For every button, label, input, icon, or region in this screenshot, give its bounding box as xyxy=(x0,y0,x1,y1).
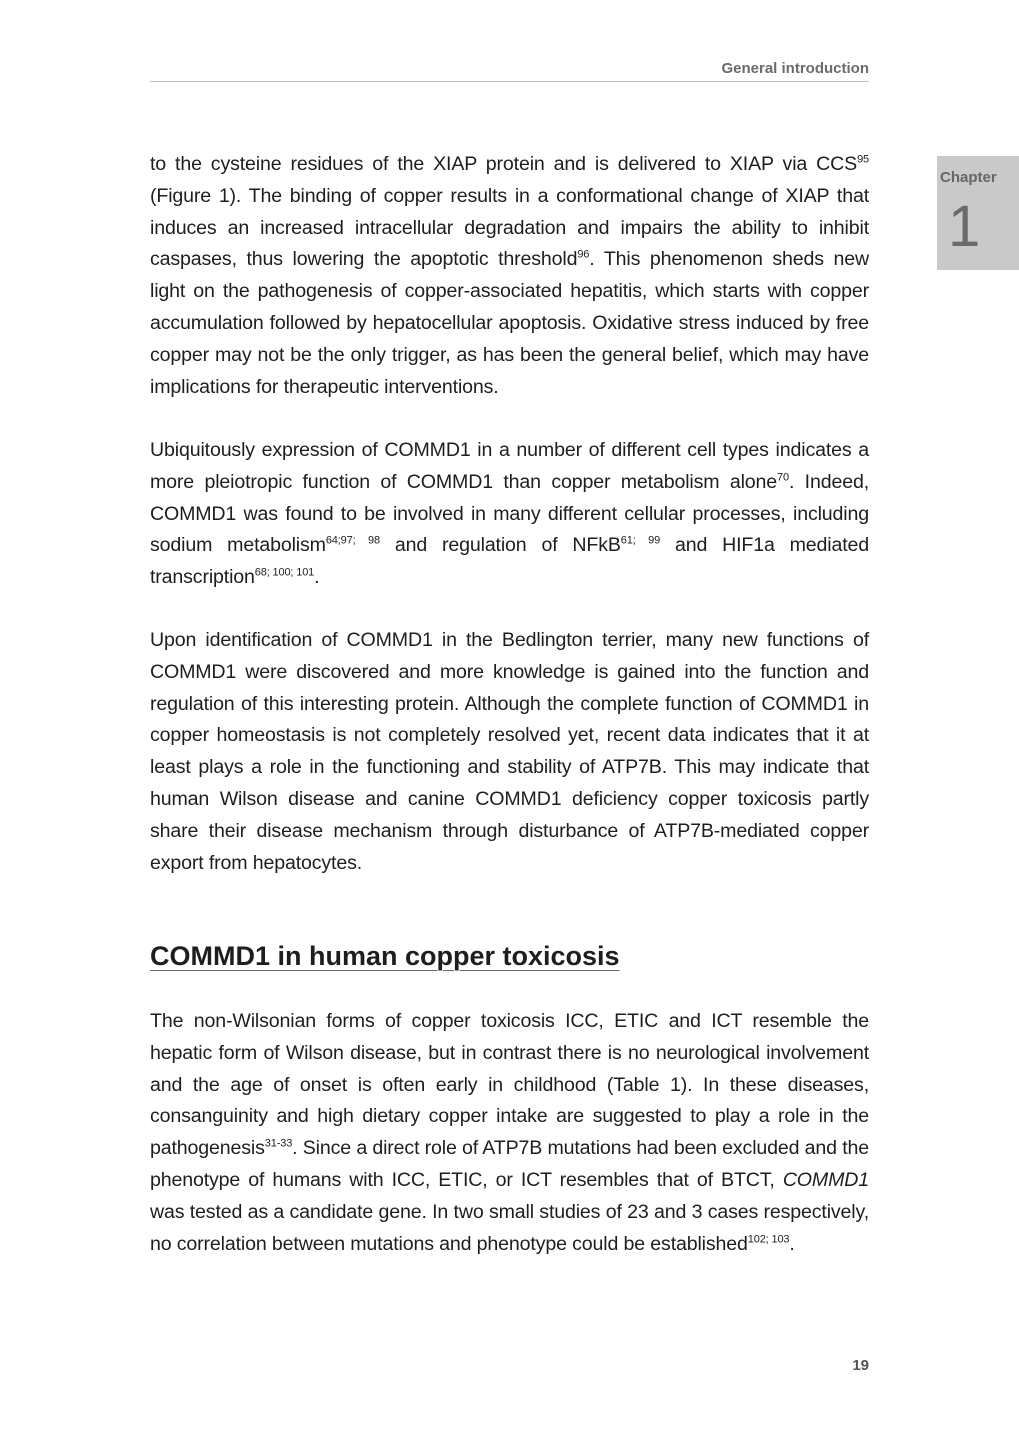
citation: 68; 100; 101 xyxy=(254,566,315,579)
text-run: and HIF1a mediated transcription xyxy=(150,534,869,589)
paragraph-non-wilsonian xyxy=(150,1006,869,1260)
citation: 70 xyxy=(777,471,789,484)
citation: 102; 103 xyxy=(747,1232,790,1245)
paragraph-text: Upon identification of COMMD1 in the Bedlington terrier, many new functions of COMMD1 were discovered and more knowledge is gained into the function and regulation of this interesting protein. Although the complete function of COMMD1 in copper homeostasis is not completely resolved yet, recent data indicates that it at least plays a role in the functioning and stability of ATP7B. This may indicate that human Wilson disease and canine COMMD1 deficiency copper toxicosis partly share their disease mechanism through disturbance of ATP7B-mediated copper export from hepatocytes. xyxy=(150,629,869,874)
text-run: was tested as a candidate gene. In two small studies of 23 and 3 cases respectively, no correlation between mutations and phenotype could be established xyxy=(150,1200,869,1255)
section-heading: COMMD1 in human copper toxicosis xyxy=(150,941,620,971)
running-head: General introduction xyxy=(721,60,869,77)
text-run: to the cysteine residues of the XIAP protein and is delivered to XIAP via CCS xyxy=(150,153,858,175)
text-run: (Figure 1). The binding of copper results in a conformational change of XIAP that induces an increased intracellular degradation and impairs the ability to inhibit caspases, thus lowering the apoptotic threshold xyxy=(150,184,869,271)
chapter-label: Chapter xyxy=(940,169,997,186)
text-run: The non-Wilsonian forms of copper toxicosis ICC, ETIC and ICT resemble the hepatic form of Wilson disease, but in contrast there is no neurological involvement and the age of onset is often early in childhood (Table 1). In these diseases, consanguinity and high dietary copper intake are suggested to play a role in the pathogenesis xyxy=(150,1010,869,1160)
text-run: . xyxy=(789,1232,795,1255)
header-rule xyxy=(150,81,869,82)
text-run: . Since a direct role of ATP7B mutations had been excluded and the phenotype of humans with ICC, ETIC, or ICT resembles that of BTCT, xyxy=(150,1137,870,1191)
paragraph-commd1-pleiotropic xyxy=(150,435,869,594)
text-run: Ubiquitously expression of COMMD1 in a number of different cell types indicates a more pleiotropic function of COMMD1 than copper metabolism alone xyxy=(150,439,869,493)
text-run: and regulation of NFkB xyxy=(379,534,621,557)
chapter-tab xyxy=(937,156,1019,270)
text-run: . This phenomenon sheds new light on the pathogenesis of copper-associated hepatitis, which starts with copper accumulation followed by hepatocellular apoptosis. Oxidative stress induced by free copper may not be the only trigger, as has been the general belief, which may have implications for therapeutic interventions. xyxy=(150,248,869,398)
text-run: . xyxy=(314,566,320,589)
paragraph-bedlington-terrier xyxy=(150,625,869,879)
chapter-number: 1 xyxy=(948,194,981,259)
citation: 64;97; 98 xyxy=(325,534,380,547)
citation: 95 xyxy=(857,153,869,166)
paragraph-xiap-copper xyxy=(150,149,869,403)
page-number: 19 xyxy=(852,1357,869,1374)
gene-name: COMMD1 xyxy=(782,1168,869,1191)
citation: 96 xyxy=(577,248,590,261)
citation: 31-33 xyxy=(264,1137,293,1150)
text-run: . Indeed, COMMD1 was found to be involved in many different cellular processes, including sodium metabolism xyxy=(150,470,869,557)
citation: 61; 99 xyxy=(620,534,661,547)
